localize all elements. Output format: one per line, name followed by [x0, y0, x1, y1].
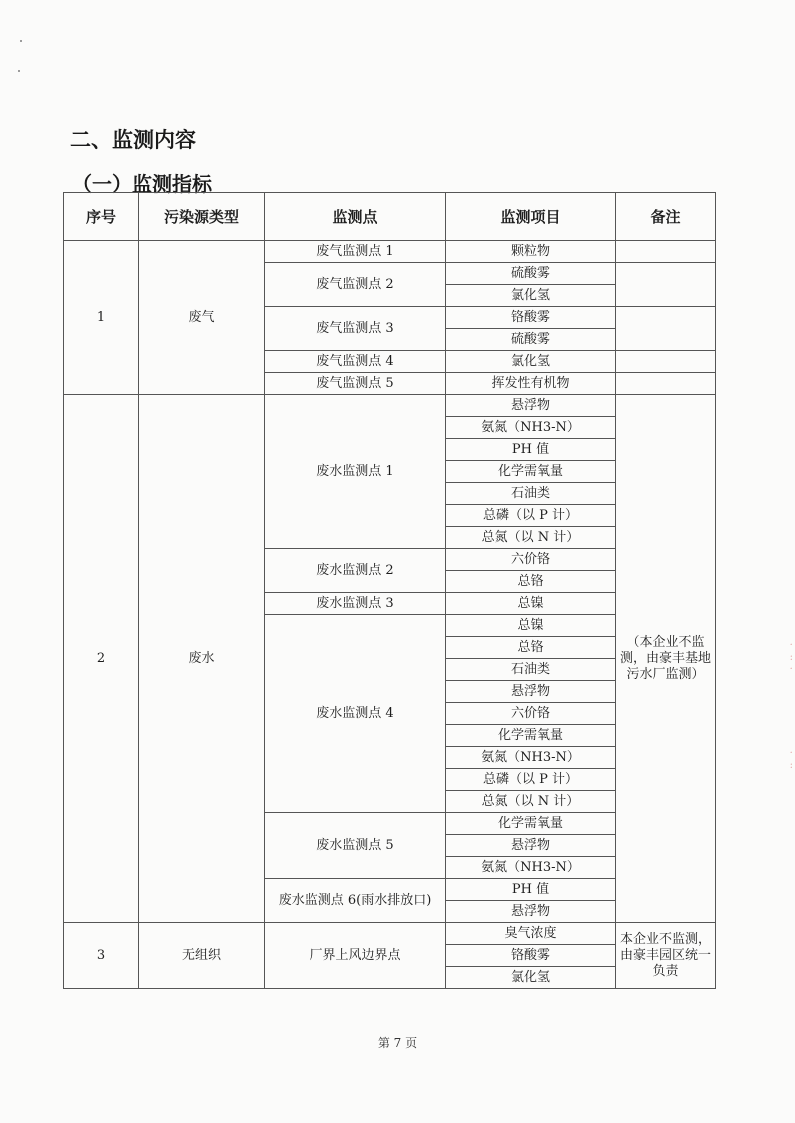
monitoring-point: 废水监测点 2: [265, 549, 446, 593]
monitoring-point: 废气监测点 4: [265, 351, 446, 373]
monitoring-item: 总氮（以 N 计）: [446, 791, 616, 813]
remarks-cell: [616, 373, 716, 395]
monitoring-indicators-table: [63, 192, 716, 989]
monitoring-point: 厂界上风边界点: [265, 923, 446, 989]
monitoring-point: 废水监测点 3: [265, 593, 446, 615]
remarks-cell: [616, 351, 716, 373]
monitoring-point: 废气监测点 2: [265, 263, 446, 307]
monitoring-item: 硫酸雾: [446, 263, 616, 285]
source-type: 废水: [139, 395, 265, 923]
monitoring-point: 废气监测点 5: [265, 373, 446, 395]
monitoring-item: 悬浮物: [446, 681, 616, 703]
header-source-type: 污染源类型: [139, 193, 265, 241]
monitoring-item: 总氮（以 N 计）: [446, 527, 616, 549]
header-no: 序号: [64, 193, 139, 241]
scan-dot: [20, 40, 22, 42]
monitoring-item: 六价铬: [446, 703, 616, 725]
monitoring-item: 氨氮（NH3-N）: [446, 747, 616, 769]
monitoring-item: 石油类: [446, 659, 616, 681]
table-row: [64, 923, 716, 945]
subsection-title: （一）监测指标: [72, 172, 212, 196]
header-monitoring-item: 监测项目: [446, 193, 616, 241]
remarks-note: （本企业不监测，由豪丰基地污水厂监测）: [616, 395, 716, 923]
monitoring-item: 总镍: [446, 593, 616, 615]
monitoring-item: 氯化氢: [446, 285, 616, 307]
monitoring-item: 硫酸雾: [446, 329, 616, 351]
monitoring-point: 废气监测点 1: [265, 241, 446, 263]
table-header-row: [64, 193, 716, 241]
monitoring-item: 化学需氧量: [446, 813, 616, 835]
monitoring-item: 化学需氧量: [446, 725, 616, 747]
monitoring-item: 挥发性有机物: [446, 373, 616, 395]
red-seal-edge: · :: [789, 748, 793, 771]
row-number: 3: [64, 923, 139, 989]
monitoring-item: 铬酸雾: [446, 945, 616, 967]
monitoring-point: 废水监测点 6(雨水排放口): [265, 879, 446, 923]
remarks-cell: [616, 307, 716, 351]
monitoring-item: 悬浮物: [446, 901, 616, 923]
monitoring-item: 臭气浓度: [446, 923, 616, 945]
monitoring-item: 总磷（以 P 计）: [446, 769, 616, 791]
monitoring-item: 总镍: [446, 615, 616, 637]
monitoring-point: 废水监测点 1: [265, 395, 446, 549]
monitoring-item: 颗粒物: [446, 241, 616, 263]
monitoring-item: 悬浮物: [446, 395, 616, 417]
source-type: 无组织: [139, 923, 265, 989]
monitoring-point: 废水监测点 5: [265, 813, 446, 879]
remarks-note: 本企业不监测，由豪丰园区统一负责: [616, 923, 716, 989]
monitoring-item: 化学需氧量: [446, 461, 616, 483]
monitoring-item: PH 值: [446, 879, 616, 901]
row-number: 2: [64, 395, 139, 923]
monitoring-item: 氨氮（NH3-N）: [446, 417, 616, 439]
table-row: [64, 395, 716, 417]
monitoring-item: 氯化氢: [446, 351, 616, 373]
source-type: 废气: [139, 241, 265, 395]
page-number: 第 7 页: [377, 1036, 418, 1050]
remarks-cell: [616, 263, 716, 307]
remarks-cell: [616, 241, 716, 263]
monitoring-item: 悬浮物: [446, 835, 616, 857]
monitoring-item: 总铬: [446, 571, 616, 593]
red-seal-edge: · : ·: [789, 640, 793, 675]
header-monitoring-point: 监测点: [265, 193, 446, 241]
monitoring-item: 总磷（以 P 计）: [446, 505, 616, 527]
scan-dot: [18, 70, 20, 72]
monitoring-point: 废气监测点 3: [265, 307, 446, 351]
section-title: 二、监测内容: [70, 128, 196, 152]
monitoring-item: PH 值: [446, 439, 616, 461]
monitoring-item: 六价铬: [446, 549, 616, 571]
row-number: 1: [64, 241, 139, 395]
monitoring-item: 铬酸雾: [446, 307, 616, 329]
header-remarks: 备注: [616, 193, 716, 241]
table-row: [64, 241, 716, 263]
monitoring-item: 氯化氢: [446, 967, 616, 989]
monitoring-item: 总铬: [446, 637, 616, 659]
monitoring-item: 石油类: [446, 483, 616, 505]
monitoring-item: 氨氮（NH3-N）: [446, 857, 616, 879]
monitoring-point: 废水监测点 4: [265, 615, 446, 813]
